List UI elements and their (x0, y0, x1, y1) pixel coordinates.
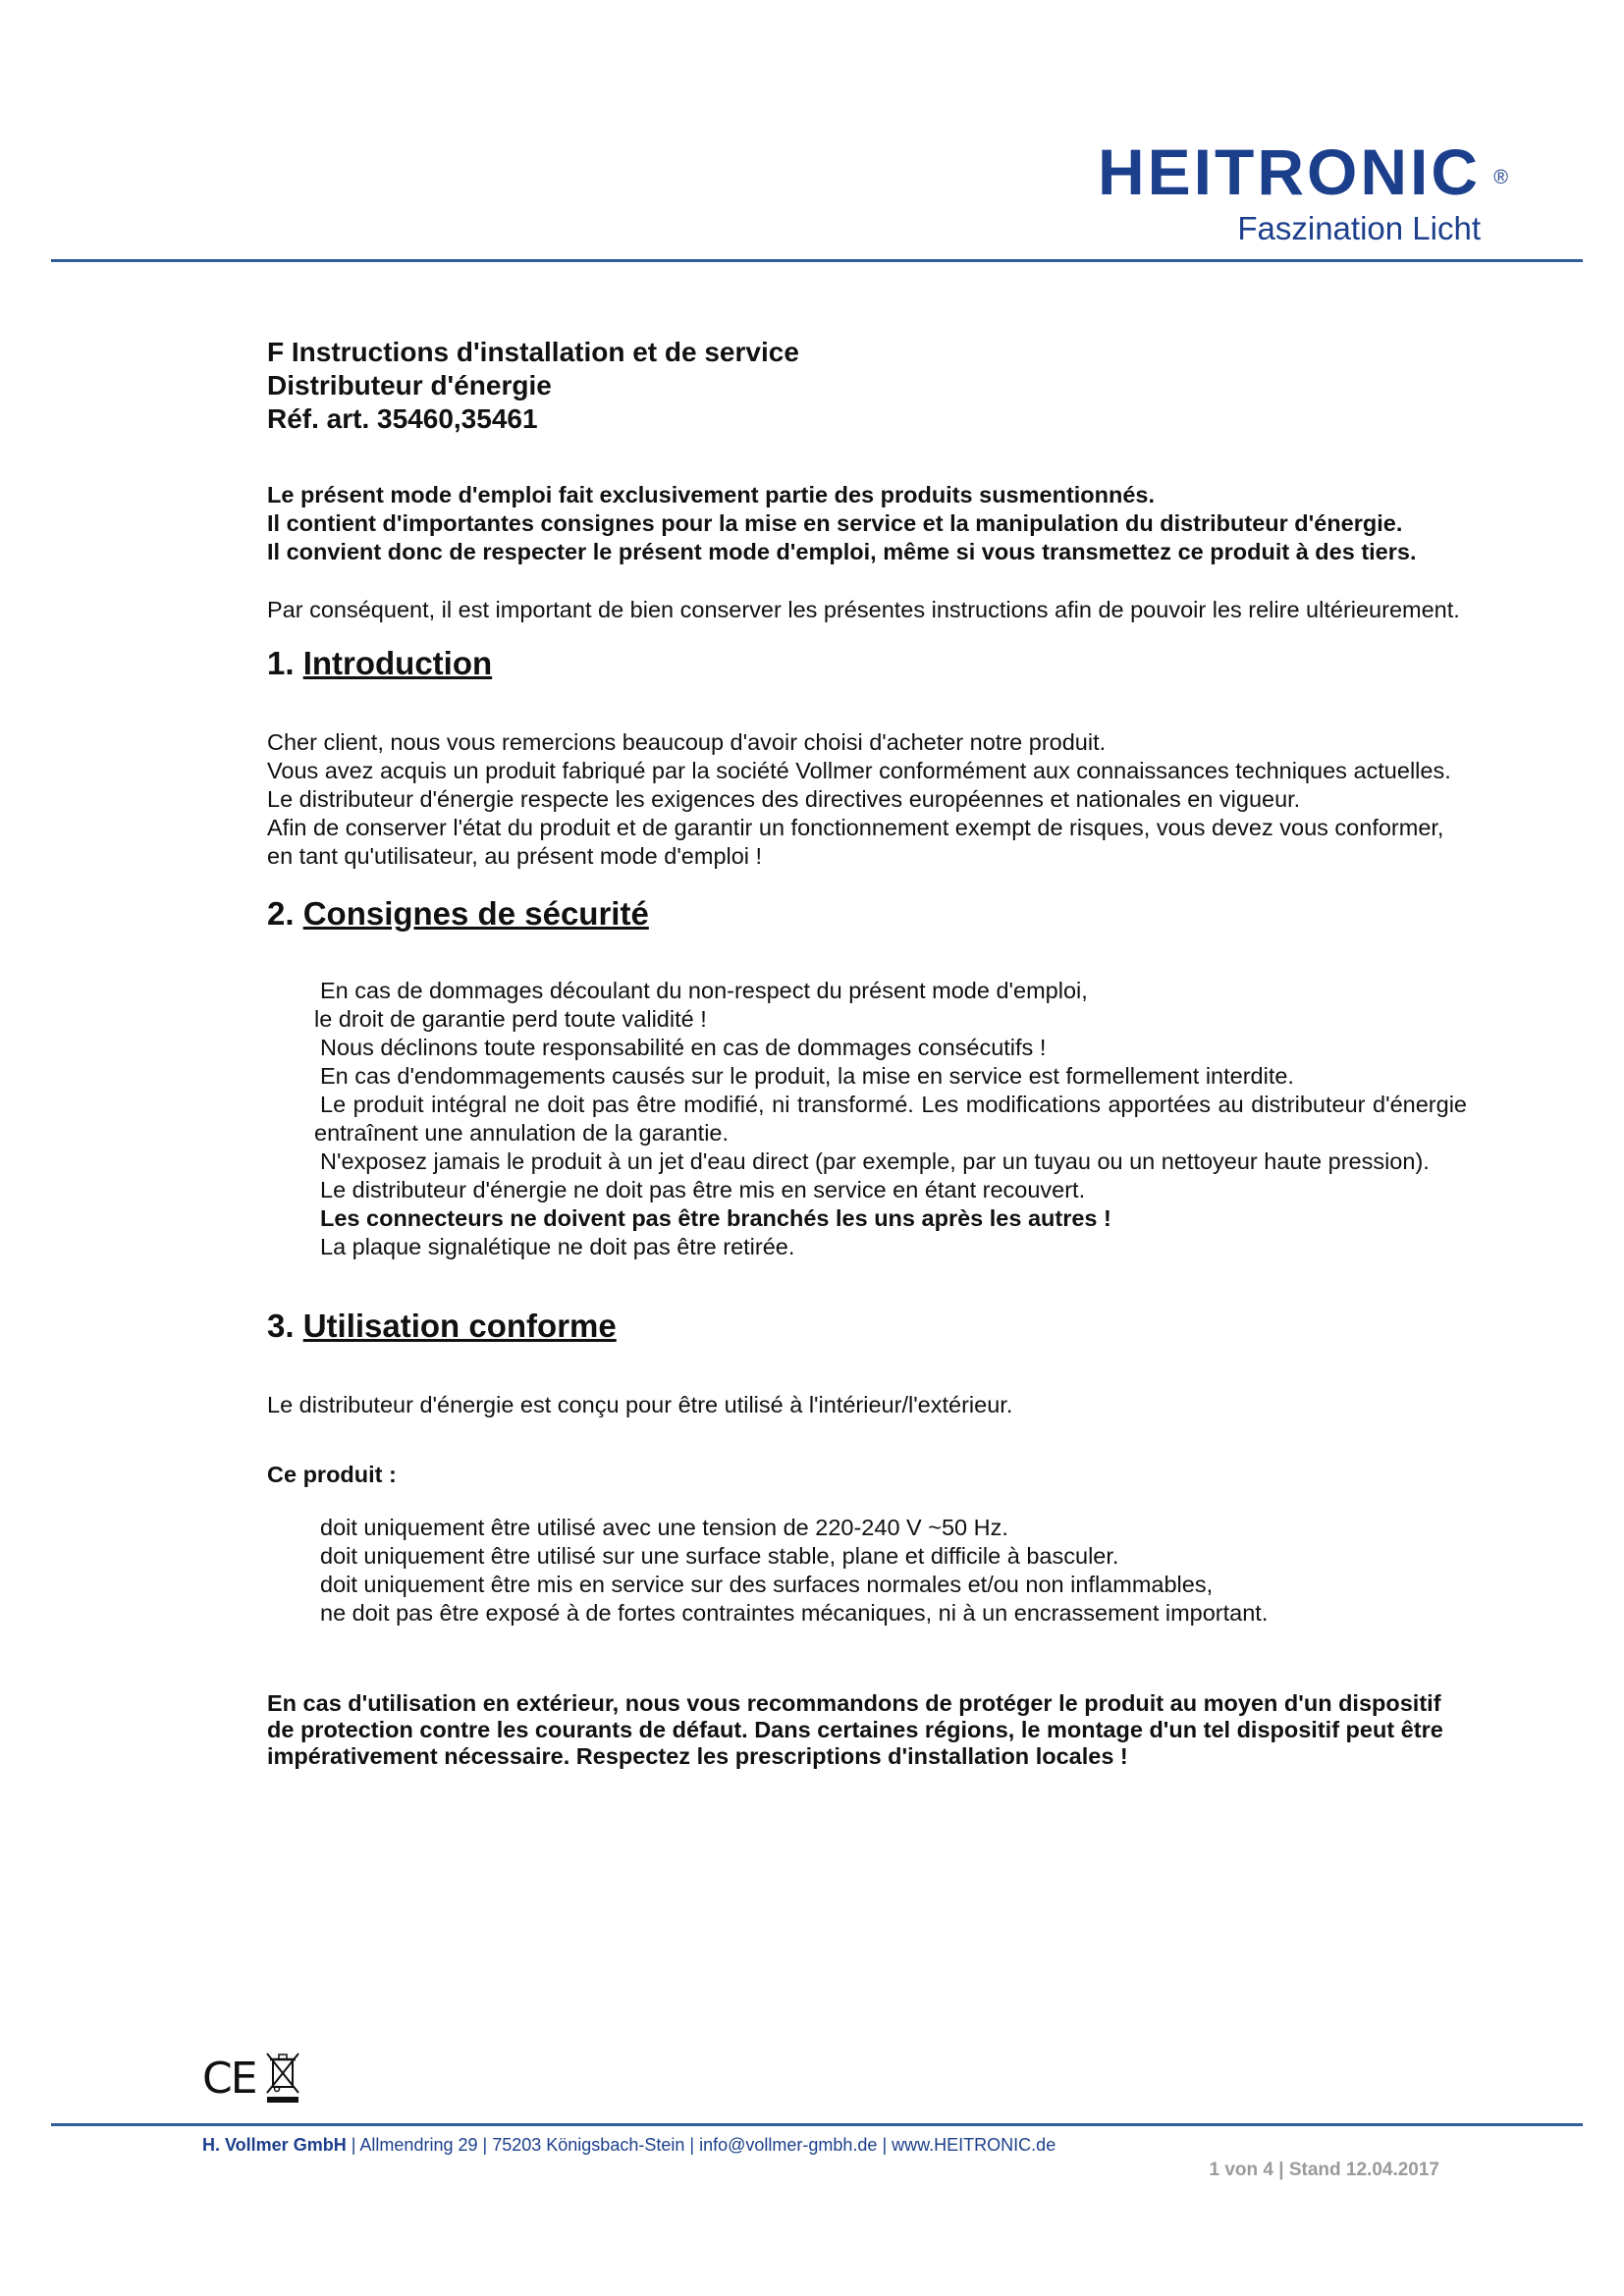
section-3-para: Le distributeur d'énergie est conçu pour être utilisé à l'intérieur/l'extérieur. (267, 1392, 1013, 1417)
intro-note: Par conséquent, il est important de bien conserver les présentes instructions afin de pouvoir les relire ultérieurement. (267, 597, 1460, 622)
header-divider (51, 259, 1583, 262)
crossed-wheelie-bin-icon (263, 2050, 302, 2105)
registered-mark: ® (1493, 167, 1508, 188)
section-3-subhead: Ce produit : (267, 1462, 397, 1487)
usage-item: doit uniquement être utilisé avec une tension de 220-240 V ~50 Hz. (320, 1515, 1008, 1540)
brand-logo (1098, 135, 1508, 247)
section-2-heading: 2. Consignes de sécurité (267, 895, 649, 932)
section-1-para: Vous avez acquis un produit fabriqué par la société Vollmer conformément aux connaissances techniques actuelles. (267, 758, 1451, 783)
section-3-heading: 3. Utilisation conforme (267, 1308, 617, 1344)
safety-item: Nous déclinons toute responsabilité en cas de dommages consécutifs ! (320, 1035, 1047, 1060)
footer-divider (51, 2123, 1583, 2126)
title-line-1: F Instructions d'installation et de service (267, 337, 799, 367)
safety-item: Le produit intégral ne doit pas être modifié, ni transformé. Les modifications apportées au distributeur d'énergie entraînent une annulation de la garantie. (314, 1092, 1467, 1146)
footer-street: Allmendring 29 (359, 2135, 478, 2155)
document-title (267, 336, 1467, 436)
title-line-3: Réf. art. 35460,35461 (267, 403, 538, 434)
usage-item: doit uniquement être utilisé sur une surface stable, plane et difficile à basculer. (320, 1543, 1119, 1569)
safety-item: Le distributeur d'énergie ne doit pas être mis en service en étant recouvert. (320, 1177, 1086, 1202)
safety-item: En cas d'endommagements causés sur le produit, la mise en service est formellement interdite. (320, 1063, 1294, 1089)
title-line-2: Distributeur d'énergie (267, 370, 552, 400)
footer-address: H. Vollmer GmbH | Allmendring 29 | 75203 Königsbach-Stein | info@vollmer-gmbh.de | www.HEITRONIC.de (202, 2135, 1056, 2155)
footer-city: 75203 Königsbach-Stein (492, 2135, 685, 2155)
safety-item: La plaque signalétique ne doit pas être retirée. (320, 1234, 795, 1259)
usage-item: doit uniquement être mis en service sur des surfaces normales et/ou non inflammables, (320, 1572, 1214, 1597)
section-1-para: Afin de conserver l'état du produit et de garantir un fonctionnement exempt de risques, vous devez vous conformer, en tant qu'utilisateur, au présent mode d'emploi ! (267, 815, 1444, 869)
safety-list (267, 977, 1467, 1261)
safety-item: En cas de dommages découlant du non-respect du présent mode d'emploi, (320, 978, 1088, 1003)
section-1-para: Le distributeur d'énergie respecte les exigences des directives européennes et nationales en vigueur. (267, 786, 1301, 812)
section-1-heading: 1. Introduction (267, 645, 493, 681)
intro-bold-block (267, 481, 1467, 566)
safety-item: N'exposez jamais le produit à un jet d'eau direct (par exemple, par un tuyau ou un nettoyeur haute pression). (320, 1148, 1430, 1174)
ce-mark: CE (202, 2054, 256, 2104)
section-1-body (267, 728, 1467, 871)
document-body (267, 336, 1467, 1770)
page-number: 1 von 4 | Stand 12.04.2017 (1209, 2160, 1439, 2180)
section-1-para: Cher client, nous vous remercions beaucoup d'avoir choisi d'acheter notre produit. (267, 729, 1107, 755)
footer-company: H. Vollmer GmbH (202, 2135, 347, 2155)
intro-bold-line: Il contient d'importantes consignes pour la mise en service et la manipulation du distributeur d'énergie. (267, 510, 1403, 536)
safety-item-bold: Les connecteurs ne doivent pas être branchés les uns après les autres ! (320, 1205, 1111, 1231)
intro-bold-line: Le présent mode d'emploi fait exclusivement partie des produits susmentionnés. (267, 482, 1156, 507)
safety-item: le droit de garantie perd toute validité ! (314, 1006, 707, 1032)
intro-bold-line: Il convient donc de respecter le présent mode d'emploi, même si vous transmettez ce produit à des tiers. (267, 539, 1417, 564)
usage-item: ne doit pas être exposé à de fortes contraintes mécaniques, ni à un encrassement important. (320, 1600, 1269, 1626)
footer-email-link[interactable]: info@vollmer-gmbh.de (699, 2135, 878, 2155)
footer-web-link[interactable]: www.HEITRONIC.de (892, 2135, 1056, 2155)
usage-list (267, 1514, 1467, 1628)
brand-wordmark: HEITRONIC ® (1098, 135, 1508, 208)
outdoor-warning: En cas d'utilisation en extérieur, nous vous recommandons de protéger le produit au moyen d'un dispositif de protection contre les courants de défaut. Dans certaines régions, le montage d'un tel dispositif peut être impérativement nécessaire. Respectez les prescriptions d'installation locales ! (267, 1690, 1443, 1769)
brand-tagline: Faszination Licht (1237, 210, 1481, 246)
